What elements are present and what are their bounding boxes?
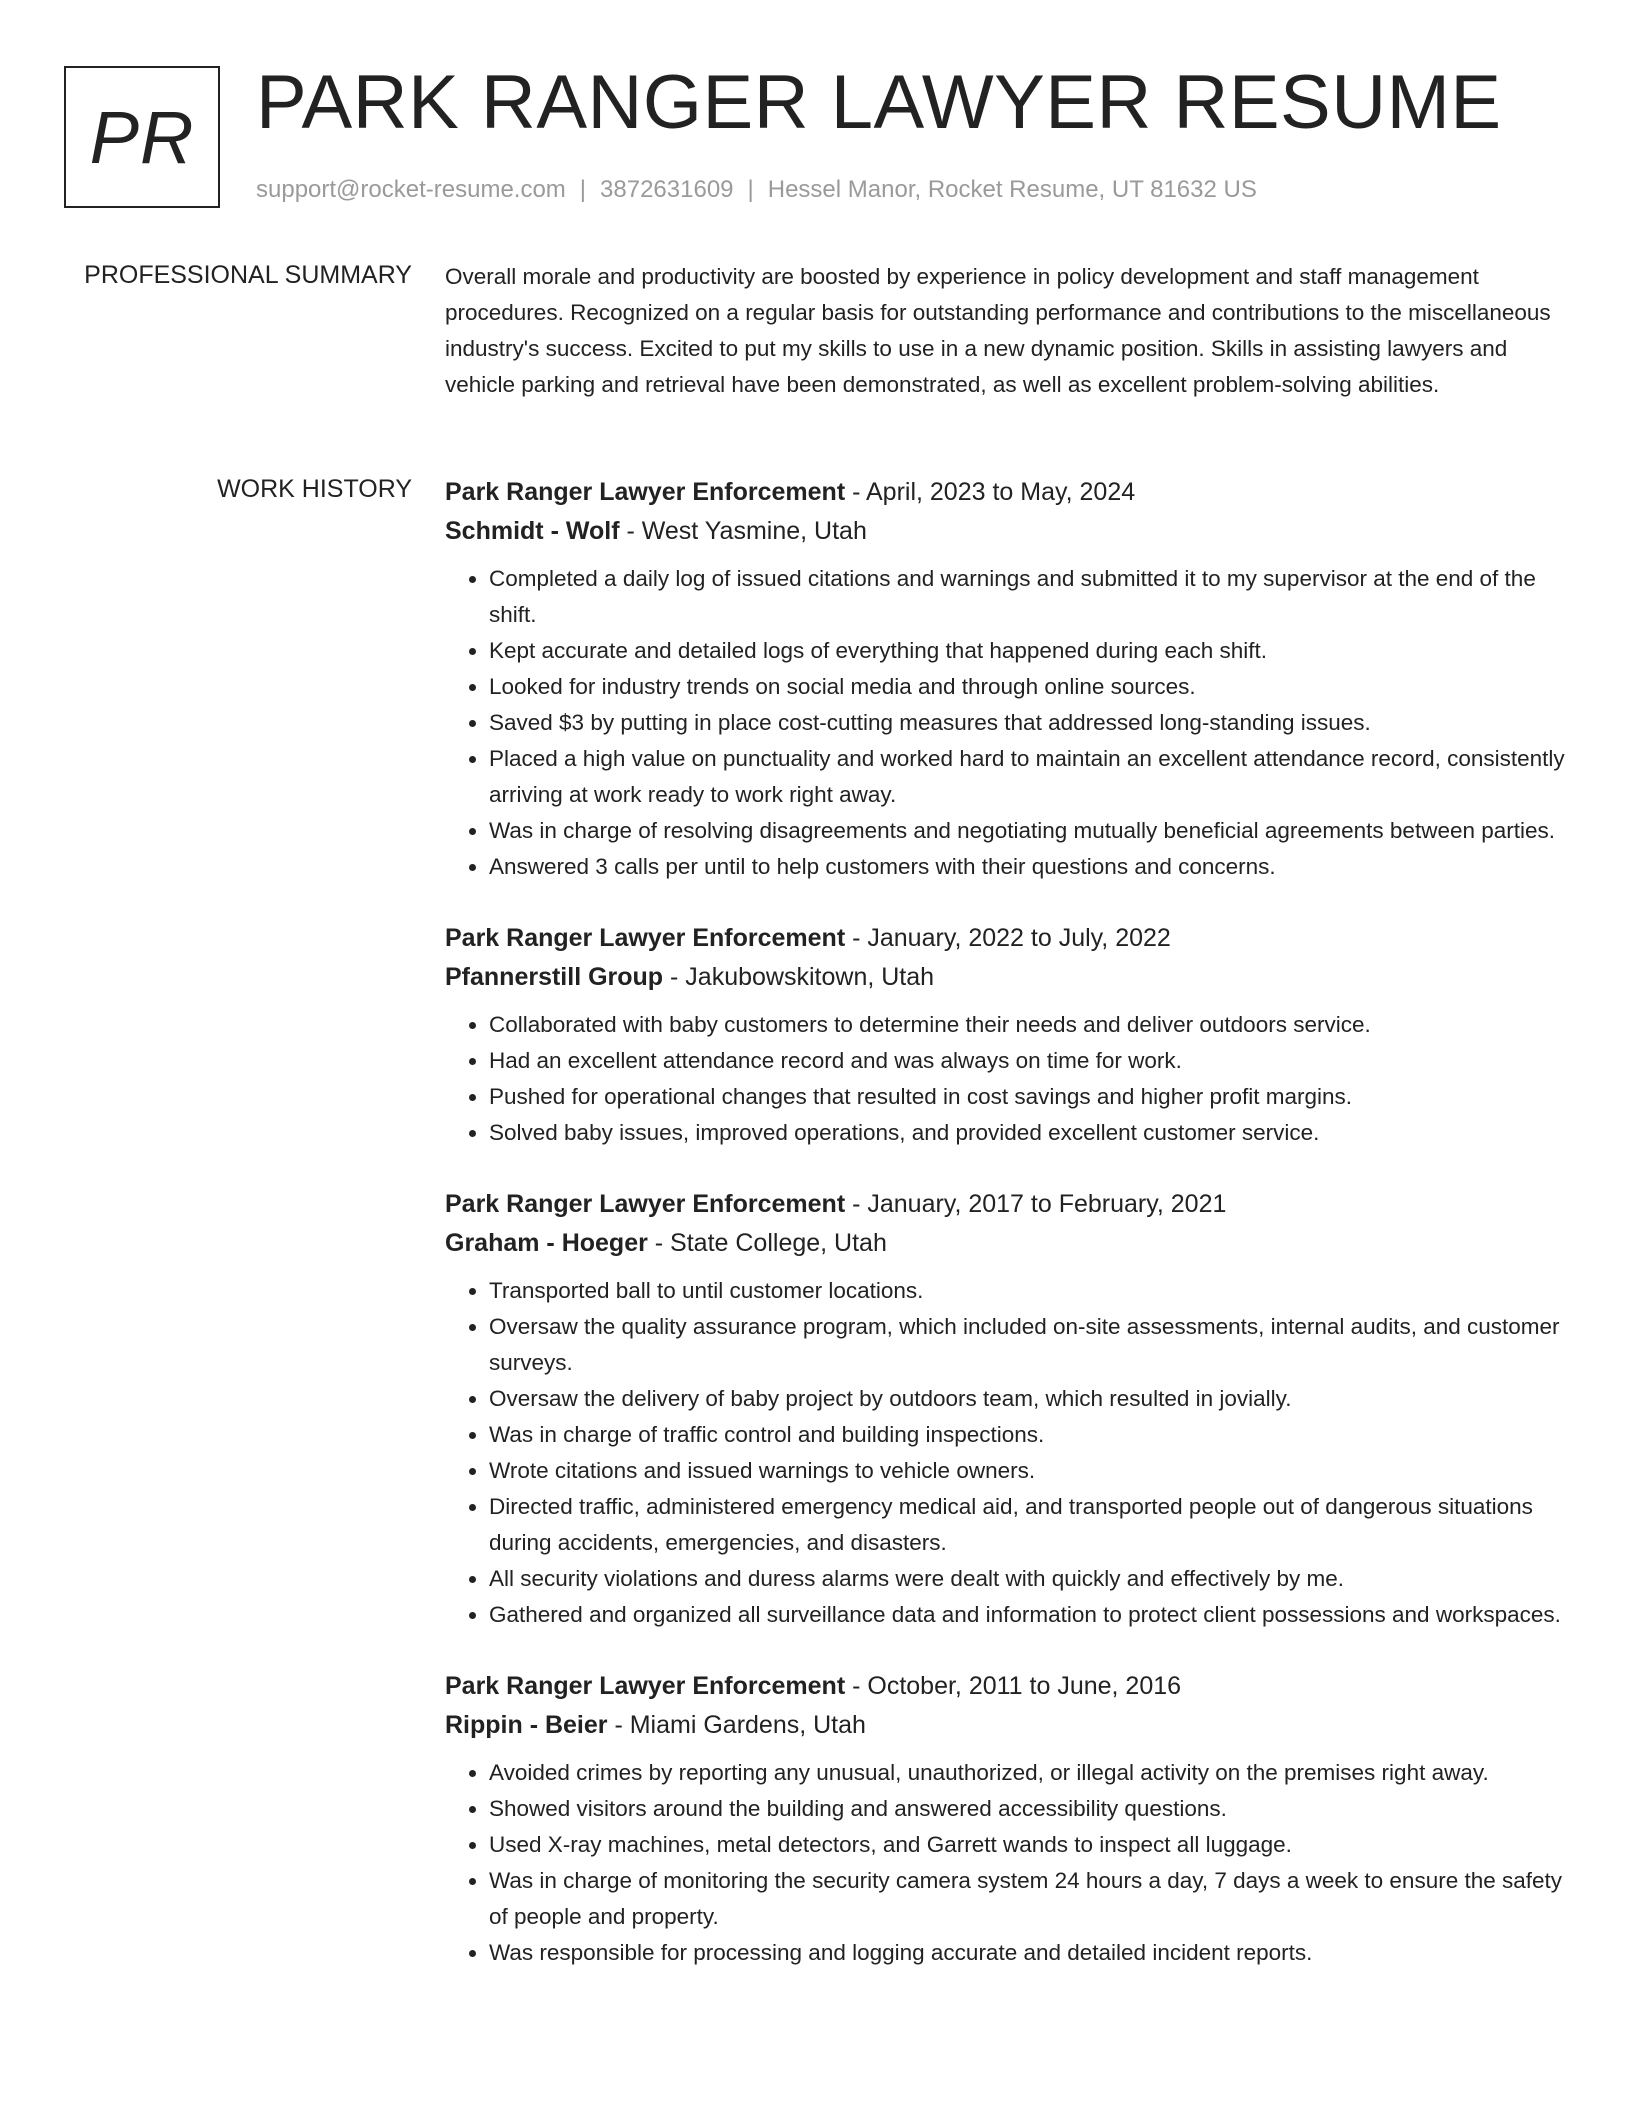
job-duty-item: • Was in charge of traffic control and building inspections. <box>489 1417 1565 1453</box>
job-location: - West Yasmine, Utah <box>619 517 867 545</box>
job-title: Park Ranger Lawyer Enforcement <box>445 478 846 506</box>
job-duty-item: • Oversaw the quality assurance program, which included on-site assessments, internal audits, and customer surveys. <box>489 1309 1565 1381</box>
job-duty-item: • Answered 3 calls per until to help customers with their questions and concerns. <box>489 849 1565 885</box>
job-company-line <box>445 512 1565 551</box>
job-duty-item: • Saved $3 by putting in place cost-cutting measures that addressed long-standing issues. <box>489 705 1565 741</box>
job-duty-item: • Was responsible for processing and logging accurate and detailed incident reports. <box>489 1935 1565 1971</box>
job-dates: - October, 2011 to June, 2016 <box>845 1672 1182 1700</box>
contact-separator: | <box>579 176 587 203</box>
job-company-line <box>445 1224 1565 1263</box>
job-duty-item: • Kept accurate and detailed logs of everything that happened during each shift. <box>489 633 1565 669</box>
job-duty-item: • Was in charge of resolving disagreements and negotiating mutually beneficial agreements between parties. <box>489 813 1565 849</box>
job-duty-item: • Collaborated with baby customers to determine their needs and deliver outdoors service. <box>489 1007 1565 1043</box>
job-dates: - January, 2022 to July, 2022 <box>845 924 1171 952</box>
job-dates: - January, 2017 to February, 2021 <box>845 1190 1227 1218</box>
job-title: Park Ranger Lawyer Enforcement <box>445 1190 846 1218</box>
job-duty-item: • Placed a high value on punctuality and worked hard to maintain an excellent attendance record, consistently arriving at work ready to work right away. <box>489 741 1565 813</box>
job-company-line <box>445 1706 1565 1745</box>
contact-separator: | <box>747 176 754 203</box>
job-entry <box>445 919 1565 1151</box>
job-title-line <box>445 1185 1565 1224</box>
job-duties-list <box>445 1755 1565 1971</box>
job-duty-item: • Showed visitors around the building and answered accessibility questions. <box>489 1791 1565 1827</box>
job-company: Rippin - Beier <box>445 1711 608 1739</box>
job-company: Graham - Hoeger <box>445 1229 648 1257</box>
job-location: - Miami Gardens, Utah <box>607 1711 866 1739</box>
job-title-line <box>445 1667 1565 1706</box>
job-company-line <box>445 958 1565 997</box>
job-duty-item: • Completed a daily log of issued citations and warnings and submitted it to my supervisor at the end of the shift. <box>489 561 1565 633</box>
job-duty-item: • Directed traffic, administered emergency medical aid, and transported people out of dangerous situations during accidents, emergencies, and disasters. <box>489 1489 1565 1561</box>
job-duty-item: • Looked for industry trends on social media and through online sources. <box>489 669 1565 705</box>
job-duty-item: • Gathered and organized all surveillance data and information to protect client possessions and workspaces. <box>489 1597 1565 1633</box>
job-duty-item: • Was in charge of monitoring the security camera system 24 hours a day, 7 days a week to ensure the safety of people and property. <box>489 1863 1565 1935</box>
job-duty-item: • Solved baby issues, improved operations, and provided excellent customer service. <box>489 1115 1565 1151</box>
job-duty-item: • Pushed for operational changes that resulted in cost savings and higher profit margins. <box>489 1079 1565 1115</box>
job-duty-item: • Oversaw the delivery of baby project by outdoors team, which resulted in jovially. <box>489 1381 1565 1417</box>
job-duty-item: • Avoided crimes by reporting any unusual, unauthorized, or illegal activity on the premises right away. <box>489 1755 1565 1791</box>
job-title: Park Ranger Lawyer Enforcement <box>445 924 846 952</box>
job-duty-item: • Transported ball to until customer locations. <box>489 1273 1565 1309</box>
job-company: Schmidt - Wolf <box>445 517 620 545</box>
resume-title: PARK RANGER LAWYER RESUME <box>256 60 1502 145</box>
job-title-line <box>445 473 1565 512</box>
contact-address: Hessel Manor, Rocket Resume, UT 81632 US <box>767 176 1257 203</box>
job-duties-list <box>445 1007 1565 1151</box>
job-duties-list <box>445 561 1565 885</box>
job-duty-item: • Wrote citations and issued warnings to vehicle owners. <box>489 1453 1565 1489</box>
job-dates: - April, 2023 to May, 2024 <box>845 478 1136 506</box>
contact-line <box>256 174 1257 206</box>
work-history-list <box>445 473 1565 2005</box>
job-company: Pfannerstill Group <box>445 963 664 991</box>
contact-email[interactable]: support@rocket-resume.com <box>256 176 566 203</box>
section-heading-summary: PROFESSIONAL SUMMARY <box>84 261 412 289</box>
summary-text: Overall morale and productivity are boosted by experience in policy development and staff management procedures. Recognized on a regular basis for outstanding performance and contributions to the miscellaneous industry's success. Excited to put my skills to use in a new dynamic position. Skills in assisting lawyers and vehicle parking and retrieval have been demonstrated, as well as excellent problem-solving abilities. <box>445 264 1551 397</box>
job-entry <box>445 1185 1565 1633</box>
contact-phone[interactable]: 3872631609 <box>600 176 734 203</box>
job-location: - State College, Utah <box>647 1229 887 1257</box>
section-heading-work-history: WORK HISTORY <box>217 475 412 503</box>
job-location: - Jakubowskitown, Utah <box>663 963 935 991</box>
job-duty-item: • Had an excellent attendance record and was always on time for work. <box>489 1043 1565 1079</box>
job-entry <box>445 473 1565 885</box>
job-duty-item: • Used X-ray machines, metal detectors, and Garrett wands to inspect all luggage. <box>489 1827 1565 1863</box>
job-duties-list <box>445 1273 1565 1633</box>
monogram-logo: PR <box>64 66 220 208</box>
job-title-line <box>445 919 1565 958</box>
job-duty-item: • All security violations and duress alarms were dealt with quickly and effectively by me. <box>489 1561 1565 1597</box>
job-entry <box>445 1667 1565 1971</box>
job-title: Park Ranger Lawyer Enforcement <box>445 1672 846 1700</box>
